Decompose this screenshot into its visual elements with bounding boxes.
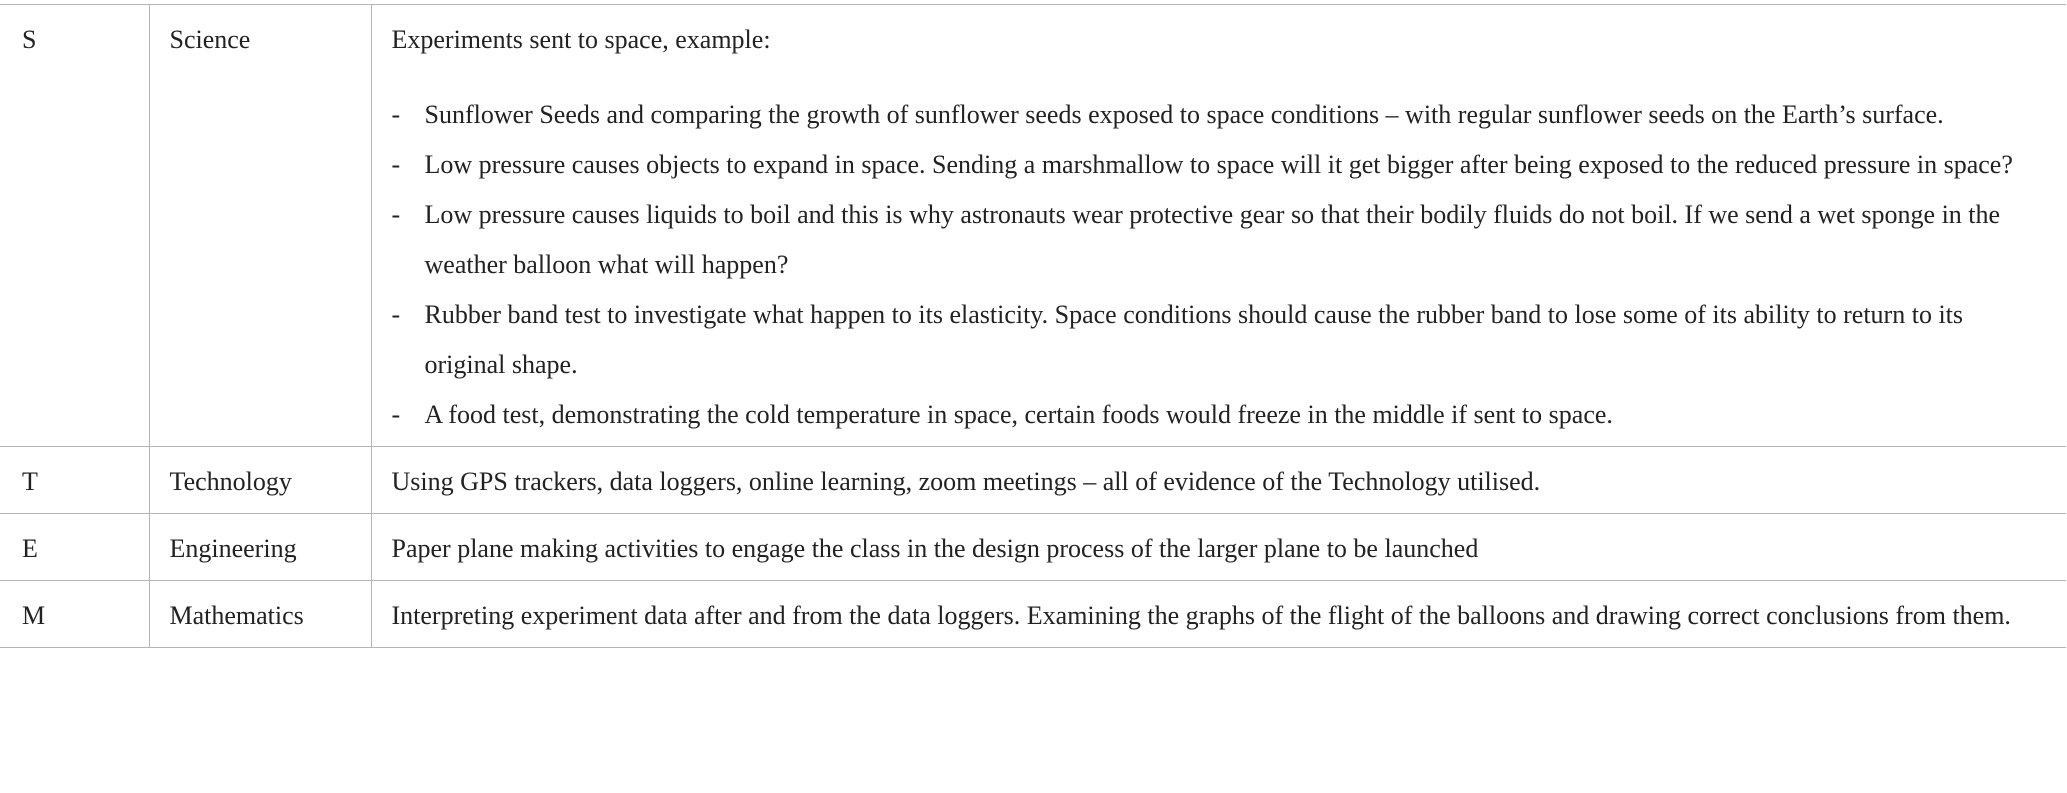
science-examples-list (392, 90, 2027, 440)
table-row-engineering (0, 514, 2066, 581)
stem-table (0, 4, 2066, 648)
list-item (392, 90, 2027, 140)
row-letter: E (0, 514, 149, 581)
row-description: Using GPS trackers, data loggers, online learning, zoom meetings – all of evidence of the Technology utilised. (371, 447, 2066, 514)
list-item-text: Rubber band test to investigate what happen to its elasticity. Space conditions should cause the rubber band to lose some of its ability to return to its original shape. (424, 300, 1964, 379)
list-item-text: Sunflower Seeds and comparing the growth of sunflower seeds exposed to space conditions – with regular sunflower seeds on the Earth’s surface. (424, 100, 1944, 129)
row-subject: Science (149, 5, 371, 447)
bullet-dash: - (391, 400, 401, 429)
table-row-mathematics (0, 581, 2066, 648)
list-item (392, 290, 2027, 390)
row-description (371, 5, 2066, 447)
row-description: Paper plane making activities to engage the class in the design process of the larger plane to be launched (371, 514, 2066, 581)
list-item-text: Low pressure causes objects to expand in space. Sending a marshmallow to space will it get bigger after being exposed to the reduced pressure in space? (424, 150, 2013, 179)
row-subject: Mathematics (149, 581, 371, 648)
bullet-dash: - (391, 200, 401, 229)
list-item-text: Low pressure causes liquids to boil and this is why astronauts wear protective gear so that their bodily fluids do not boil. If we send a wet sponge in the weather balloon what will happen? (424, 200, 2001, 279)
table-row-technology (0, 447, 2066, 514)
bullet-dash: - (391, 100, 401, 129)
row-description: Interpreting experiment data after and from the data loggers. Examining the graphs of the flight of the balloons and drawing correct conclusions from them. (371, 581, 2066, 648)
row-letter: M (0, 581, 149, 648)
bullet-dash: - (391, 150, 401, 179)
bullet-dash: - (391, 300, 401, 329)
row-subject: Technology (149, 447, 371, 514)
list-item (392, 390, 2027, 440)
table-row-science (0, 5, 2066, 447)
row-letter: S (0, 5, 149, 447)
list-item (392, 190, 2027, 290)
science-intro: Experiments sent to space, example: (391, 25, 771, 54)
list-item-text: A food test, demonstrating the cold temperature in space, certain foods would freeze in the middle if sent to space. (424, 400, 1613, 429)
row-subject: Engineering (149, 514, 371, 581)
row-letter: T (0, 447, 149, 514)
list-item (392, 140, 2027, 190)
